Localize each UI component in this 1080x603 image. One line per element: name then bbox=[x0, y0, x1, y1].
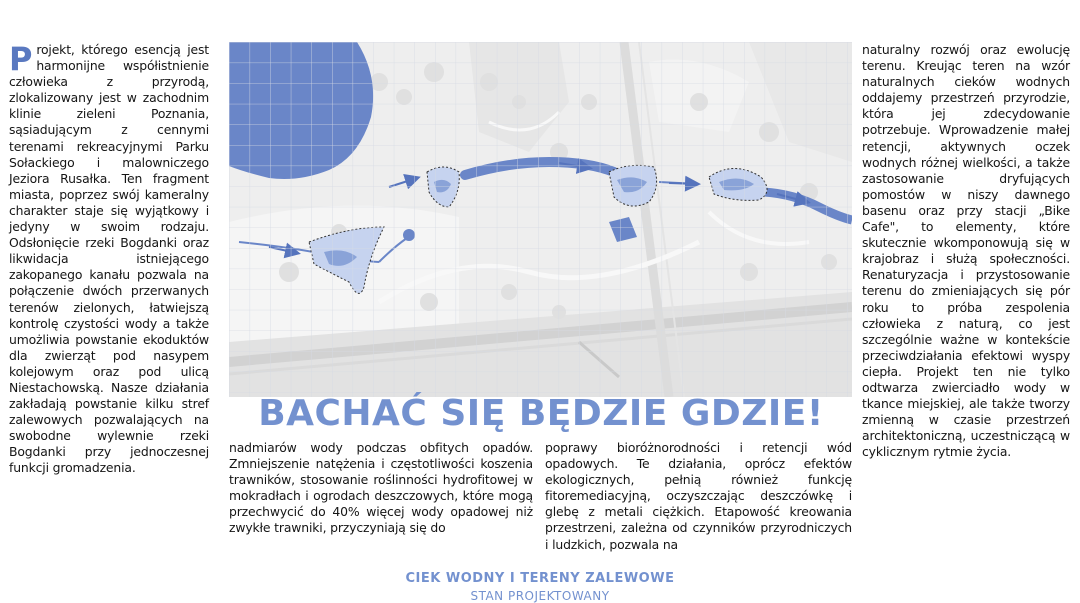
dropcap-letter: P bbox=[9, 40, 33, 78]
caption-subtitle: STAN PROJEKTOWANY bbox=[470, 589, 610, 603]
right-text-column: naturalny rozwój oraz ewolucję terenu. Kreując teren na wzór naturalnych cieków wodnych oddajemy przestrzeń przyrodzie, która jej zdecydowanie potrzebuje. Wprowadzenie małej retencji, aktywnych oczek wodnych różnej wielkości, a także zastosowanie dryfujących pomostów w niszy dawnego basenu oraz przy stacji „Bike Cafe", to elementy, które skutecznie wkomponowują się w krajobraz i służą społeczności. Renaturyzacja i przystosowanie terenu do zmieniających się pór roku to próba zespolenia człowieka z naturą, co jest szczególnie ważne w kontekście przeciwdziałania efektowi wyspy ciepła. Projekt ten nie tylko odtwarza zwierciadło wody w tkance miejskiej, ale także tworzy zmienną w czasie przestrzeń architektoniczną, uczestniczącą w cyklicznym rytmie życia. bbox=[862, 42, 1070, 460]
caption-title: CIEK WODNY I TERENY ZALEWOWE bbox=[405, 571, 675, 586]
middle-text-column-1: nadmiarów wody podczas obfitych opadów. Zmniejszenie natężenia i częstotliwości koszenia trawników, stosowanie roślinności hydrofitowej w mokradłach i ogrodach deszczowych, które mogą przechwycić do 40% więcej wody opadowej niż zwykłe trawniki, przyczyniają się do bbox=[229, 440, 533, 536]
headline: BACHAĆ SIĘ BĘDZIE GDZIE! bbox=[258, 393, 824, 434]
site-plan-map bbox=[229, 42, 852, 397]
left-text-column bbox=[9, 42, 209, 477]
map-grid bbox=[229, 42, 852, 397]
left-column-text: rojekt, którego esencją jest harmonijne współistnienie człowieka z przyrodą, zlokalizowany jest w zachodnim klinie zieleni Poznania, sąsiadującym z cennymi terenami rekreacyjnymi Parku Sołackiego i malowniczego Jeziora Rusałka. Ten fragment miasta, poprzez swój kameralny charakter staje się wyjątkowy i jedyny w swoim rodzaju. Odsłonięcie rzeki Bogdanki oraz likwidacja istniejącego zakopanego kanału pozwala na połączenie dwóch przerwanych terenów zielonych, łatwiejszą kontrolę czystości wody a także umożliwia powstanie ekoduktów dla zwierząt pod nasypem kolejowym oraz pod ulicą Niestachowską. Nasze działania zakładają powstanie kilku stref zalewowych pozwalających na swobodne wylewnie rzeki Bogdanki przy jednoczesnej funkcji gromadzenia. bbox=[9, 42, 209, 476]
middle-text-column-2: poprawy bioróżnorodności i retencji wód opadowych. Te działania, oprócz efektów ekologicznych, pełnią również funkcję fitoremediacyjną, oczyszczając deszczówkę i glebę z metali ciężkich. Etapowość kreowania przestrzeni, zależna od czynników przyrodniczych i ludzkich, pozwala na bbox=[545, 440, 852, 552]
site-plan-drawing bbox=[229, 42, 852, 397]
